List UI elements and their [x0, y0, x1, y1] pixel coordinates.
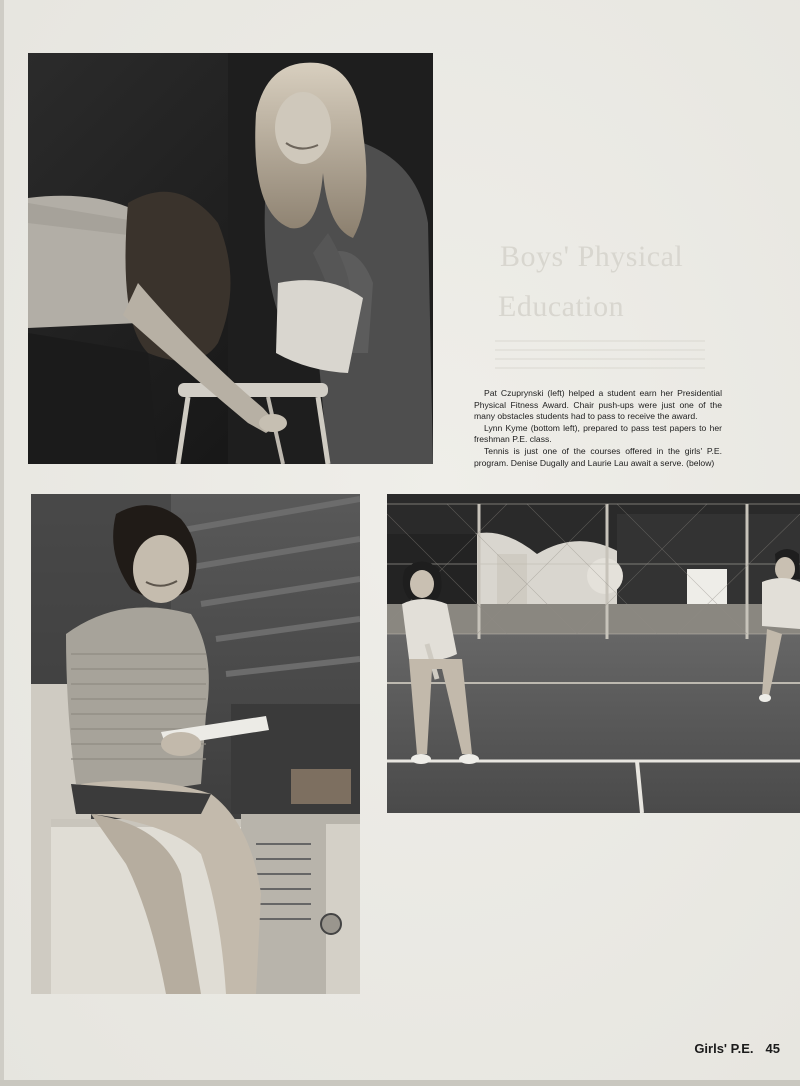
photo-chair-pushups-image [28, 53, 433, 464]
photo-teacher-papers-image [31, 494, 360, 994]
page-folio [694, 1041, 780, 1056]
photo-chair-pushups [28, 53, 433, 464]
photo-tennis-court-image [387, 494, 800, 813]
ghost-heading-line1: Boys' Physical [500, 240, 684, 273]
page-left-edge [0, 0, 4, 1086]
page-number: 45 [765, 1041, 780, 1056]
ghost-heading-line2: Education [498, 290, 625, 323]
section-title: Girls' P.E. [694, 1041, 754, 1056]
photo-teacher-papers [31, 494, 360, 994]
ghost-body-text [495, 340, 705, 370]
page-bottom-edge [0, 1080, 800, 1086]
photo-tennis-court [387, 494, 800, 813]
caption-paragraph-2: Lynn Kyme (bottom left), prepared to pass test papers to her freshman P.E. class. [474, 422, 722, 445]
caption-paragraph-1: Pat Czuprynski (left) helped a student earn her Presidential Physical Fitness Award. Chair push-ups were just one of the many obstacles students had to pass to receive the award. [474, 388, 722, 422]
photo-caption [474, 388, 722, 469]
caption-paragraph-3: Tennis is just one of the courses offered in the girls' P.E. program. Denise Dugally and Laurie Lau await a serve. (below) [474, 445, 722, 468]
